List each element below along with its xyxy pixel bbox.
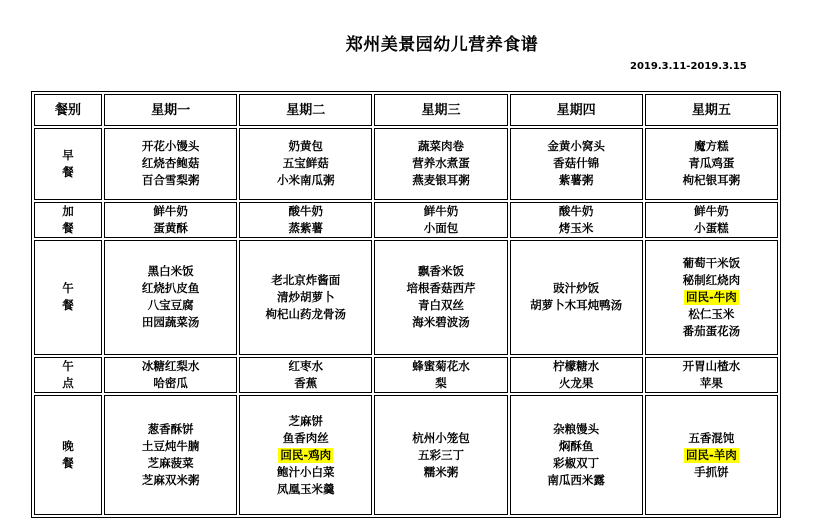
menu-cell [510, 202, 643, 239]
dish-item: 彩椒双丁 [553, 456, 600, 471]
dish-item: 金黄小窝头 [547, 139, 605, 154]
dish-item: 蒸紫薯 [288, 220, 324, 235]
dish-item: 苹果 [699, 375, 723, 390]
meal-label-text: 早餐 [62, 147, 74, 179]
meal-label [34, 395, 102, 515]
dish-item: 蜂蜜菊花水 [412, 358, 470, 373]
meal-label [34, 357, 102, 394]
dish-item: 葱香酥饼 [147, 422, 194, 437]
header-day: 星期一 [104, 94, 237, 126]
dish-item: 蛋黄酥 [153, 220, 188, 235]
dish-item: 青瓜鸡蛋 [688, 156, 735, 171]
meal-row-dinner [34, 395, 778, 515]
dish-item: 红枣水 [288, 358, 324, 373]
dish-item: 葡萄干米饭 [682, 255, 741, 270]
dish-item: 香菇什锦 [553, 156, 600, 171]
dish-item: 手抓饼 [694, 464, 729, 479]
dish-item: 红烧扒皮鱼 [141, 281, 200, 296]
dish-item: 凤凰玉米羹 [277, 481, 335, 496]
meal-label-text: 加餐 [62, 203, 74, 235]
menu-cell [374, 240, 507, 355]
dish-item: 土豆炖牛腩 [141, 439, 200, 454]
dish-item: 火龙果 [558, 375, 594, 390]
menu-cell [645, 395, 778, 515]
menu-cell [645, 357, 778, 394]
dish-item: 梨 [435, 375, 447, 390]
menu-table [31, 91, 781, 518]
meal-label [34, 202, 102, 239]
menu-cell [510, 240, 643, 355]
dish-item: 老北京炸酱面 [271, 272, 341, 287]
menu-cell [104, 240, 237, 355]
menu-cell [510, 357, 643, 394]
dish-item: 小米南瓜粥 [277, 173, 335, 188]
dish-item: 燕麦银耳粥 [412, 173, 470, 188]
dish-item: 紫薯粥 [558, 173, 594, 188]
meal-label [34, 240, 102, 355]
dish-item: 培根香菇西芹 [406, 281, 476, 296]
dish-item: 小面包 [423, 220, 459, 235]
dish-item: 营养水煮蛋 [412, 156, 470, 171]
dish-item: 芝麻饼 [288, 413, 324, 428]
dish-item: 枸杞银耳粥 [682, 173, 741, 188]
menu-cell [510, 128, 643, 199]
menu-cell [239, 357, 372, 394]
dish-item: 烤玉米 [558, 220, 594, 235]
dish-item: 开花小馒头 [141, 139, 200, 154]
dish-item: 酸牛奶 [288, 203, 324, 218]
dish-item: 鲜牛奶 [694, 203, 729, 218]
dish-item: 焖酥鱼 [558, 439, 594, 454]
date-range: 2019.3.11-2019.3.15 [630, 61, 747, 72]
meal-row-breakfast [34, 128, 778, 199]
menu-cell [239, 128, 372, 199]
dish-item [646, 289, 777, 306]
dish-item: 芝麻菠菜 [147, 456, 194, 471]
meal-label-text: 午点 [62, 358, 74, 390]
dish-item: 鱼香肉丝 [282, 430, 329, 445]
menu-cell [374, 128, 507, 199]
meal-label-text: 晚餐 [62, 439, 74, 471]
meal-label-text: 午餐 [62, 281, 74, 313]
dish-item: 开胃山楂水 [682, 358, 741, 373]
dish-item: 田园蔬菜汤 [141, 315, 200, 330]
dish-item: 飘香米饭 [417, 264, 464, 279]
menu-cell [239, 395, 372, 515]
dish-item: 五香混饨 [688, 430, 735, 445]
highlighted-dish: 回民-羊肉 [685, 447, 737, 462]
menu-cell [374, 202, 507, 239]
dish-item: 百合雪梨粥 [141, 173, 200, 188]
header-day: 星期四 [510, 94, 643, 126]
menu-cell [104, 395, 237, 515]
header-meal: 餐别 [34, 94, 102, 126]
dish-item: 海米碧波汤 [412, 315, 470, 330]
menu-cell [645, 128, 778, 199]
header-day: 星期三 [374, 94, 507, 126]
dish-item: 小蛋糕 [694, 220, 729, 235]
dish-item [240, 447, 371, 464]
dish-item: 南瓜西米露 [547, 473, 605, 488]
dish-item: 杂粮馒头 [553, 422, 600, 437]
menu-cell [239, 240, 372, 355]
menu-cell [374, 357, 507, 394]
dish-item: 番茄蛋花汤 [682, 323, 741, 338]
menu-cell [104, 128, 237, 199]
dish-item: 蔬菜肉卷 [417, 139, 464, 154]
dish-item: 鲜牛奶 [423, 203, 459, 218]
dish-item: 枸杞山药龙骨汤 [265, 306, 347, 321]
menu-cell [510, 395, 643, 515]
dish-item: 清炒胡萝卜 [277, 289, 335, 304]
meal-label [34, 128, 102, 199]
menu-cell [104, 202, 237, 239]
dish-item: 青白双丝 [417, 298, 464, 313]
menu-cell [104, 357, 237, 394]
dish-item: 芝麻双米粥 [141, 473, 200, 488]
highlighted-dish: 回民-牛肉 [685, 289, 737, 304]
highlighted-dish: 回民-鸡肉 [280, 447, 332, 462]
dish-item: 柠檬糖水 [553, 358, 600, 373]
header-row [34, 94, 778, 126]
header-day: 星期五 [645, 94, 778, 126]
meal-row-afternoon-snack [34, 357, 778, 394]
dish-item: 香蕉 [294, 375, 318, 390]
dish-item: 鲍汁小白菜 [277, 464, 335, 479]
header-day: 星期二 [239, 94, 372, 126]
dish-item: 豉汁炒饭 [553, 281, 600, 296]
dish-item: 奶黄包 [288, 139, 324, 154]
page-title: 郑州美景园幼儿营养食谱 [345, 35, 539, 55]
menu-cell [645, 240, 778, 355]
dish-item: 五宝鲜菇 [282, 156, 329, 171]
dish-item: 魔方糕 [694, 139, 729, 154]
meal-row-snack [34, 202, 778, 239]
dish-item: 酸牛奶 [558, 203, 594, 218]
dish-item: 黑白米饭 [147, 264, 194, 279]
dish-item: 八宝豆腐 [147, 298, 194, 313]
dish-item [646, 447, 777, 464]
dish-item: 杭州小笼包 [412, 430, 470, 445]
meal-row-lunch [34, 240, 778, 355]
dish-item: 五彩三丁 [417, 447, 464, 462]
dish-item: 冰糖红梨水 [141, 358, 200, 373]
dish-item: 松仁玉米 [688, 306, 735, 321]
dish-item: 哈密瓜 [153, 375, 188, 390]
dish-item: 胡萝卜木耳炖鸭汤 [530, 298, 623, 313]
menu-cell [645, 202, 778, 239]
dish-item: 红烧杏鲍菇 [141, 156, 200, 171]
menu-cell [374, 395, 507, 515]
menu-cell [239, 202, 372, 239]
dish-item: 糯米粥 [423, 464, 459, 479]
dish-item: 鲜牛奶 [153, 203, 188, 218]
dish-item: 秘制红烧肉 [682, 272, 741, 287]
